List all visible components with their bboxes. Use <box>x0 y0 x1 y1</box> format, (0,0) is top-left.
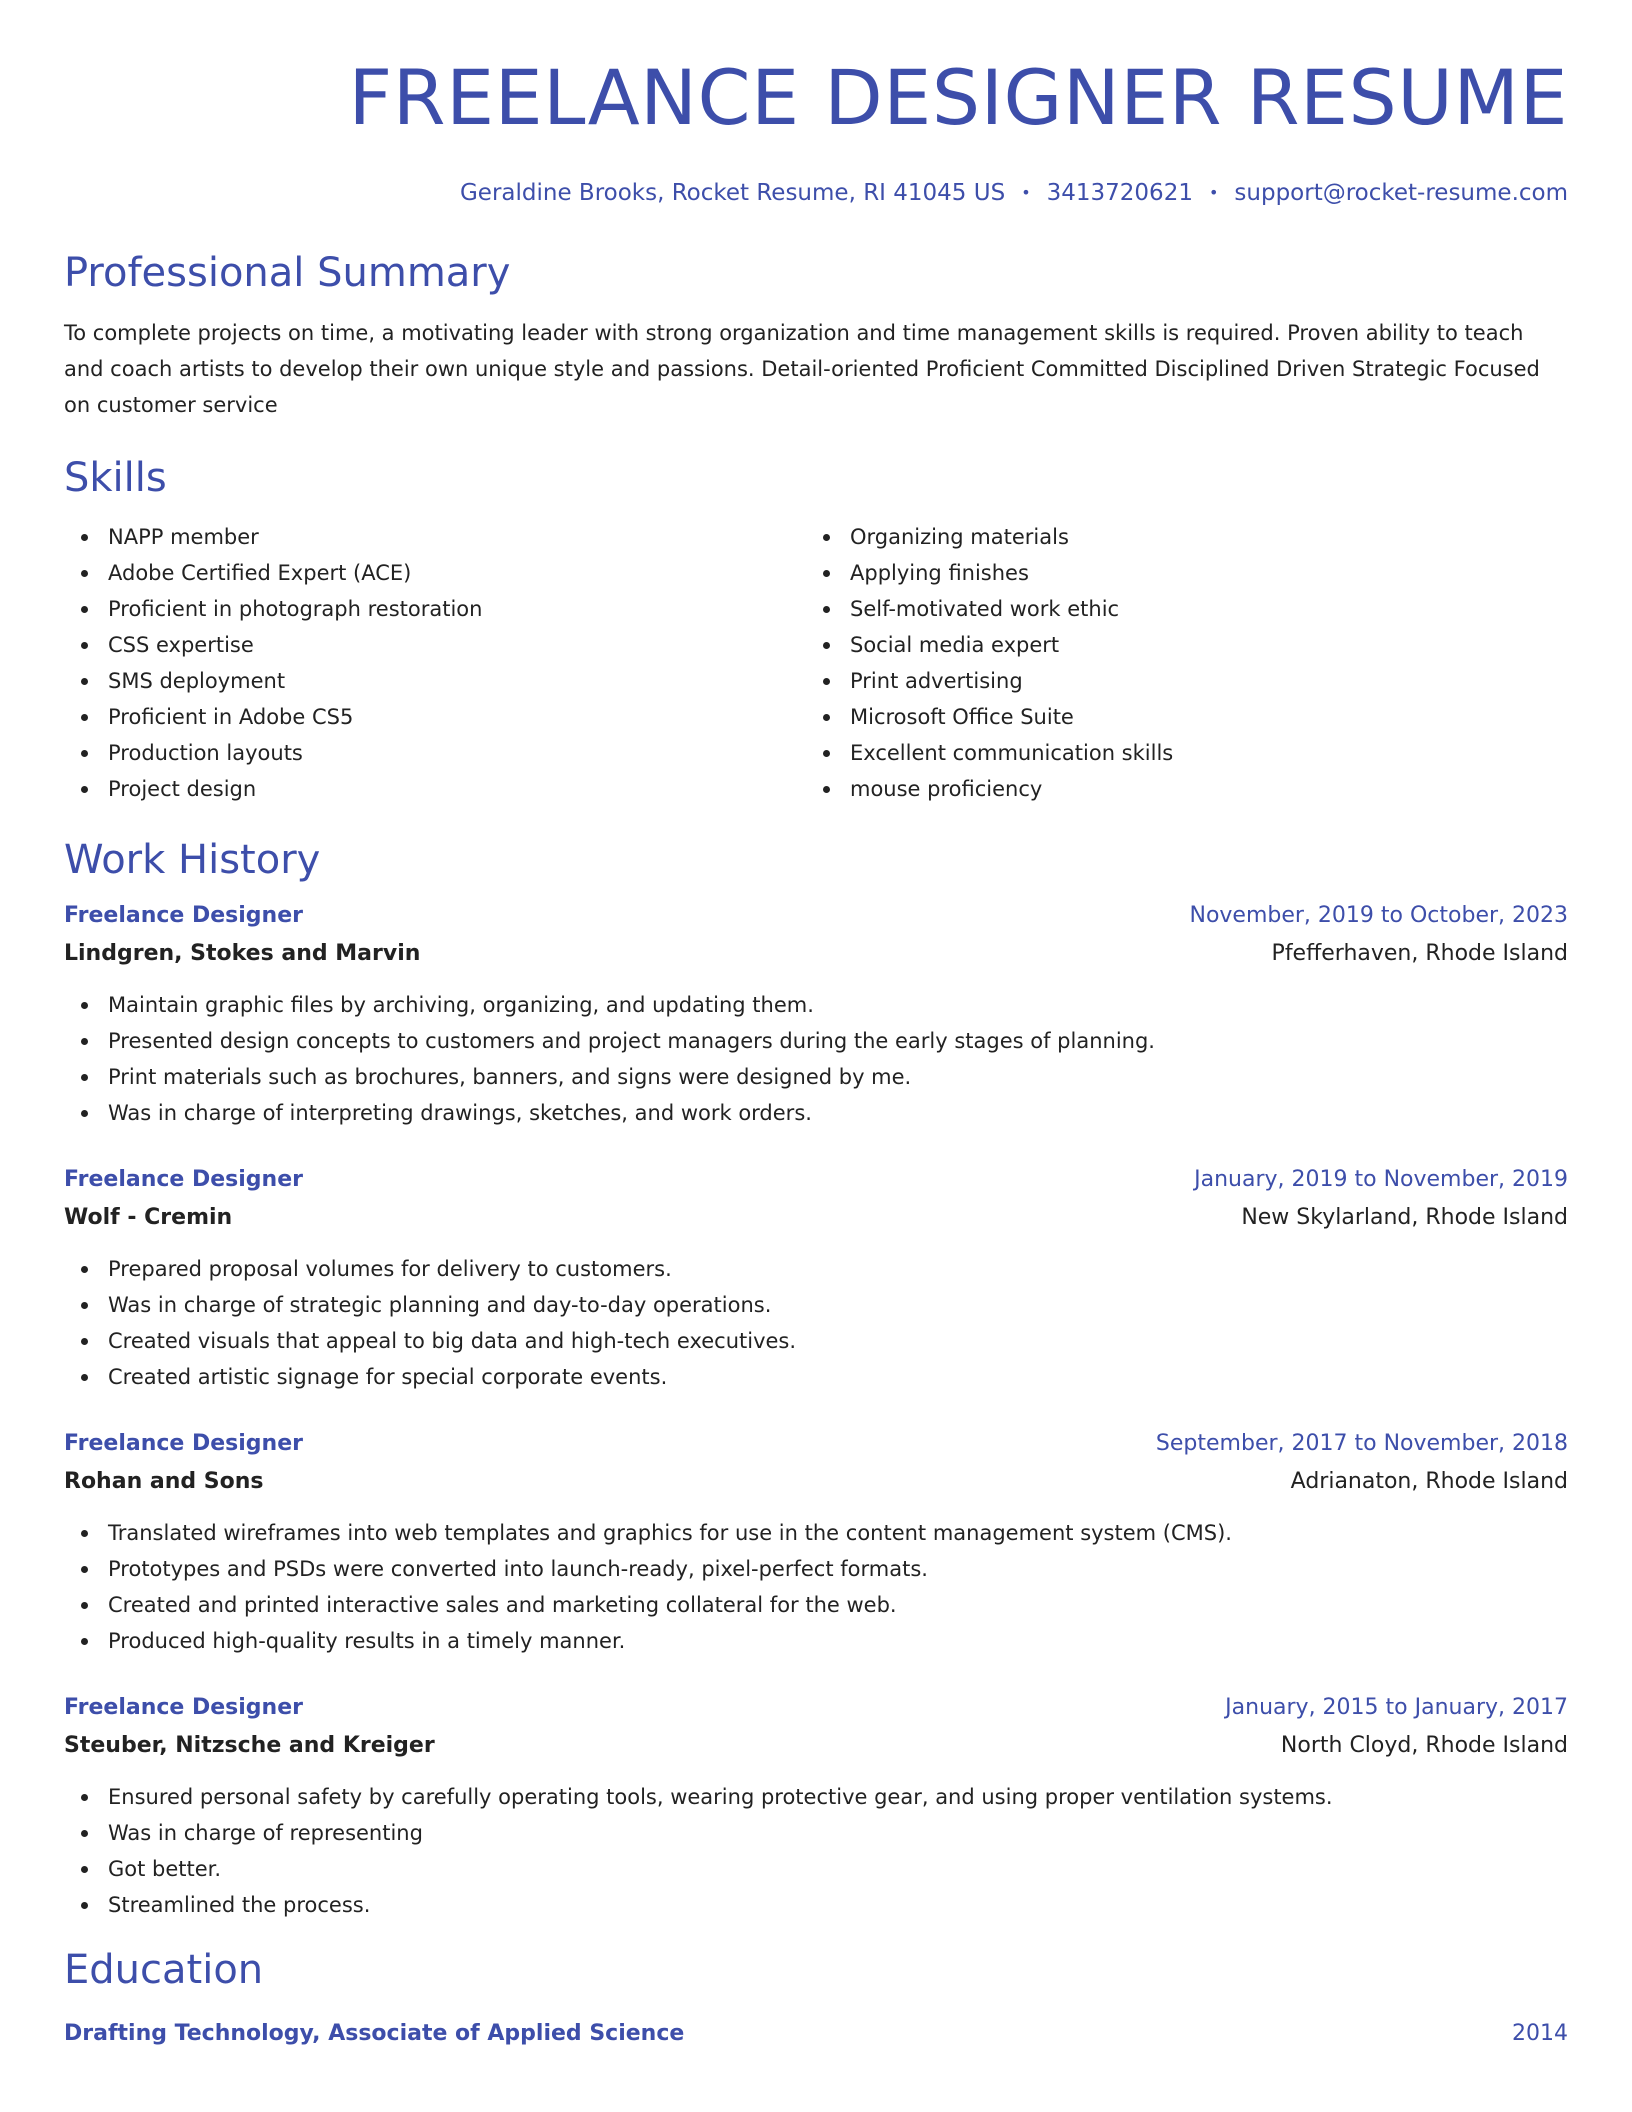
skill-item: CSS expertise <box>64 627 806 663</box>
job-bullets <box>64 1779 1568 1923</box>
job-header <box>64 1161 1568 1199</box>
summary-text: To complete projects on time, a motivating leader with strong organization and time management skills is required. Proven ability to teach and coach artists to develop their own unique style and passions. Detail-oriented Proficient Committed Disciplined Driven Strategic Focused on customer service <box>64 321 1540 417</box>
skill-item: Self-motivated work ethic <box>806 591 1548 627</box>
job-subheader <box>64 1463 1568 1501</box>
skill-item: Organizing materials <box>806 519 1548 555</box>
work-history-heading: Work History <box>64 837 321 883</box>
job-company: Wolf - Cremin <box>64 1205 233 1230</box>
job-bullet: Produced high-quality results in a timely manner. <box>64 1623 1568 1659</box>
job-subheader <box>64 1199 1568 1237</box>
resume-header <box>64 50 1568 208</box>
job-entry <box>64 1425 1568 1659</box>
contact-separator: • <box>1208 183 1219 202</box>
job-bullets <box>64 1515 1568 1659</box>
job-bullet: Print materials such as brochures, banners, and signs were designed by me. <box>64 1059 1568 1095</box>
skills-heading: Skills <box>64 455 167 501</box>
job-entry <box>64 897 1568 1131</box>
job-bullet: Prepared proposal volumes for delivery to customers. <box>64 1251 1568 1287</box>
education-heading: Education <box>64 1947 264 1993</box>
contact-email: support@rocket-resume.com <box>1234 180 1568 206</box>
job-title: Freelance Designer <box>64 1695 303 1720</box>
contact-address: Geraldine Brooks, Rocket Resume, RI 41045 US <box>459 180 1006 206</box>
contact-separator: • <box>1021 183 1031 202</box>
skill-item: Production layouts <box>64 735 806 771</box>
job-header <box>64 1689 1568 1727</box>
job-bullets <box>64 987 1568 1131</box>
contact-phone: 3413720621 <box>1046 180 1193 206</box>
job-bullet: Created artistic signage for special corporate events. <box>64 1359 1568 1395</box>
job-subheader <box>64 935 1568 973</box>
resume-title: FREELANCE DESIGNER RESUME <box>348 53 1568 142</box>
job-entry <box>64 1689 1568 1923</box>
job-title: Freelance Designer <box>64 1167 303 1192</box>
job-bullet: Was in charge of strategic planning and day-to-day operations. <box>64 1287 1568 1323</box>
skills-grid <box>64 519 1568 807</box>
job-bullet: Created visuals that appeal to big data and high-tech executives. <box>64 1323 1568 1359</box>
skill-item: SMS deployment <box>64 663 806 699</box>
skill-item: Microsoft Office Suite <box>806 699 1548 735</box>
job-bullet: Maintain graphic files by archiving, organizing, and updating them. <box>64 987 1568 1023</box>
skill-item: Applying finishes <box>806 555 1548 591</box>
job-dates: January, 2019 to November, 2019 <box>1194 1167 1568 1192</box>
skill-item: Print advertising <box>806 663 1548 699</box>
job-bullet: Prototypes and PSDs were converted into launch-ready, pixel-perfect formats. <box>64 1551 1568 1587</box>
job-location: Pfefferhaven, Rhode Island <box>1271 941 1568 966</box>
education-degree: Drafting Technology, Associate of Applied Science <box>64 2021 685 2046</box>
job-company: Rohan and Sons <box>64 1469 264 1494</box>
job-bullet: Was in charge of representing <box>64 1815 1568 1851</box>
job-dates: November, 2019 to October, 2023 <box>1189 903 1568 928</box>
job-dates: September, 2017 to November, 2018 <box>1155 1431 1568 1456</box>
job-bullet: Ensured personal safety by carefully operating tools, wearing protective gear, and using proper ventilation systems. <box>64 1779 1568 1815</box>
job-bullet: Got better. <box>64 1851 1568 1887</box>
skills-list-right <box>806 519 1548 807</box>
job-company: Lindgren, Stokes and Marvin <box>64 941 421 966</box>
job-bullet: Created and printed interactive sales and marketing collateral for the web. <box>64 1587 1568 1623</box>
job-entry <box>64 1161 1568 1395</box>
skill-item: Project design <box>64 771 806 807</box>
skill-item: mouse proficiency <box>806 771 1548 807</box>
job-title: Freelance Designer <box>64 1431 303 1456</box>
skills-list-left <box>64 519 806 807</box>
job-bullet: Was in charge of interpreting drawings, sketches, and work orders. <box>64 1095 1568 1131</box>
contact-line <box>64 178 1568 208</box>
skill-item: Social media expert <box>806 627 1548 663</box>
summary-heading: Professional Summary <box>64 250 511 296</box>
education-entry <box>64 2015 1568 2053</box>
skill-item: Proficient in photograph restoration <box>64 591 806 627</box>
skill-item: Proficient in Adobe CS5 <box>64 699 806 735</box>
skill-item: NAPP member <box>64 519 806 555</box>
job-header <box>64 897 1568 935</box>
job-title: Freelance Designer <box>64 903 303 928</box>
job-company: Steuber, Nitzsche and Kreiger <box>64 1733 435 1758</box>
job-bullet: Streamlined the process. <box>64 1887 1568 1923</box>
job-header <box>64 1425 1568 1463</box>
job-location: Adrianaton, Rhode Island <box>1290 1469 1568 1494</box>
education-year: 2014 <box>1512 2021 1568 2046</box>
job-bullets <box>64 1251 1568 1395</box>
job-location: North Cloyd, Rhode Island <box>1280 1733 1568 1758</box>
job-bullet: Presented design concepts to customers and project managers during the early stages of planning. <box>64 1023 1568 1059</box>
skill-item: Excellent communication skills <box>806 735 1548 771</box>
job-bullet: Translated wireframes into web templates and graphics for use in the content management system (CMS). <box>64 1515 1568 1551</box>
job-dates: January, 2015 to January, 2017 <box>1225 1695 1568 1720</box>
job-location: New Skylarland, Rhode Island <box>1241 1205 1568 1230</box>
skill-item: Adobe Certified Expert (ACE) <box>64 555 806 591</box>
job-subheader <box>64 1727 1568 1765</box>
